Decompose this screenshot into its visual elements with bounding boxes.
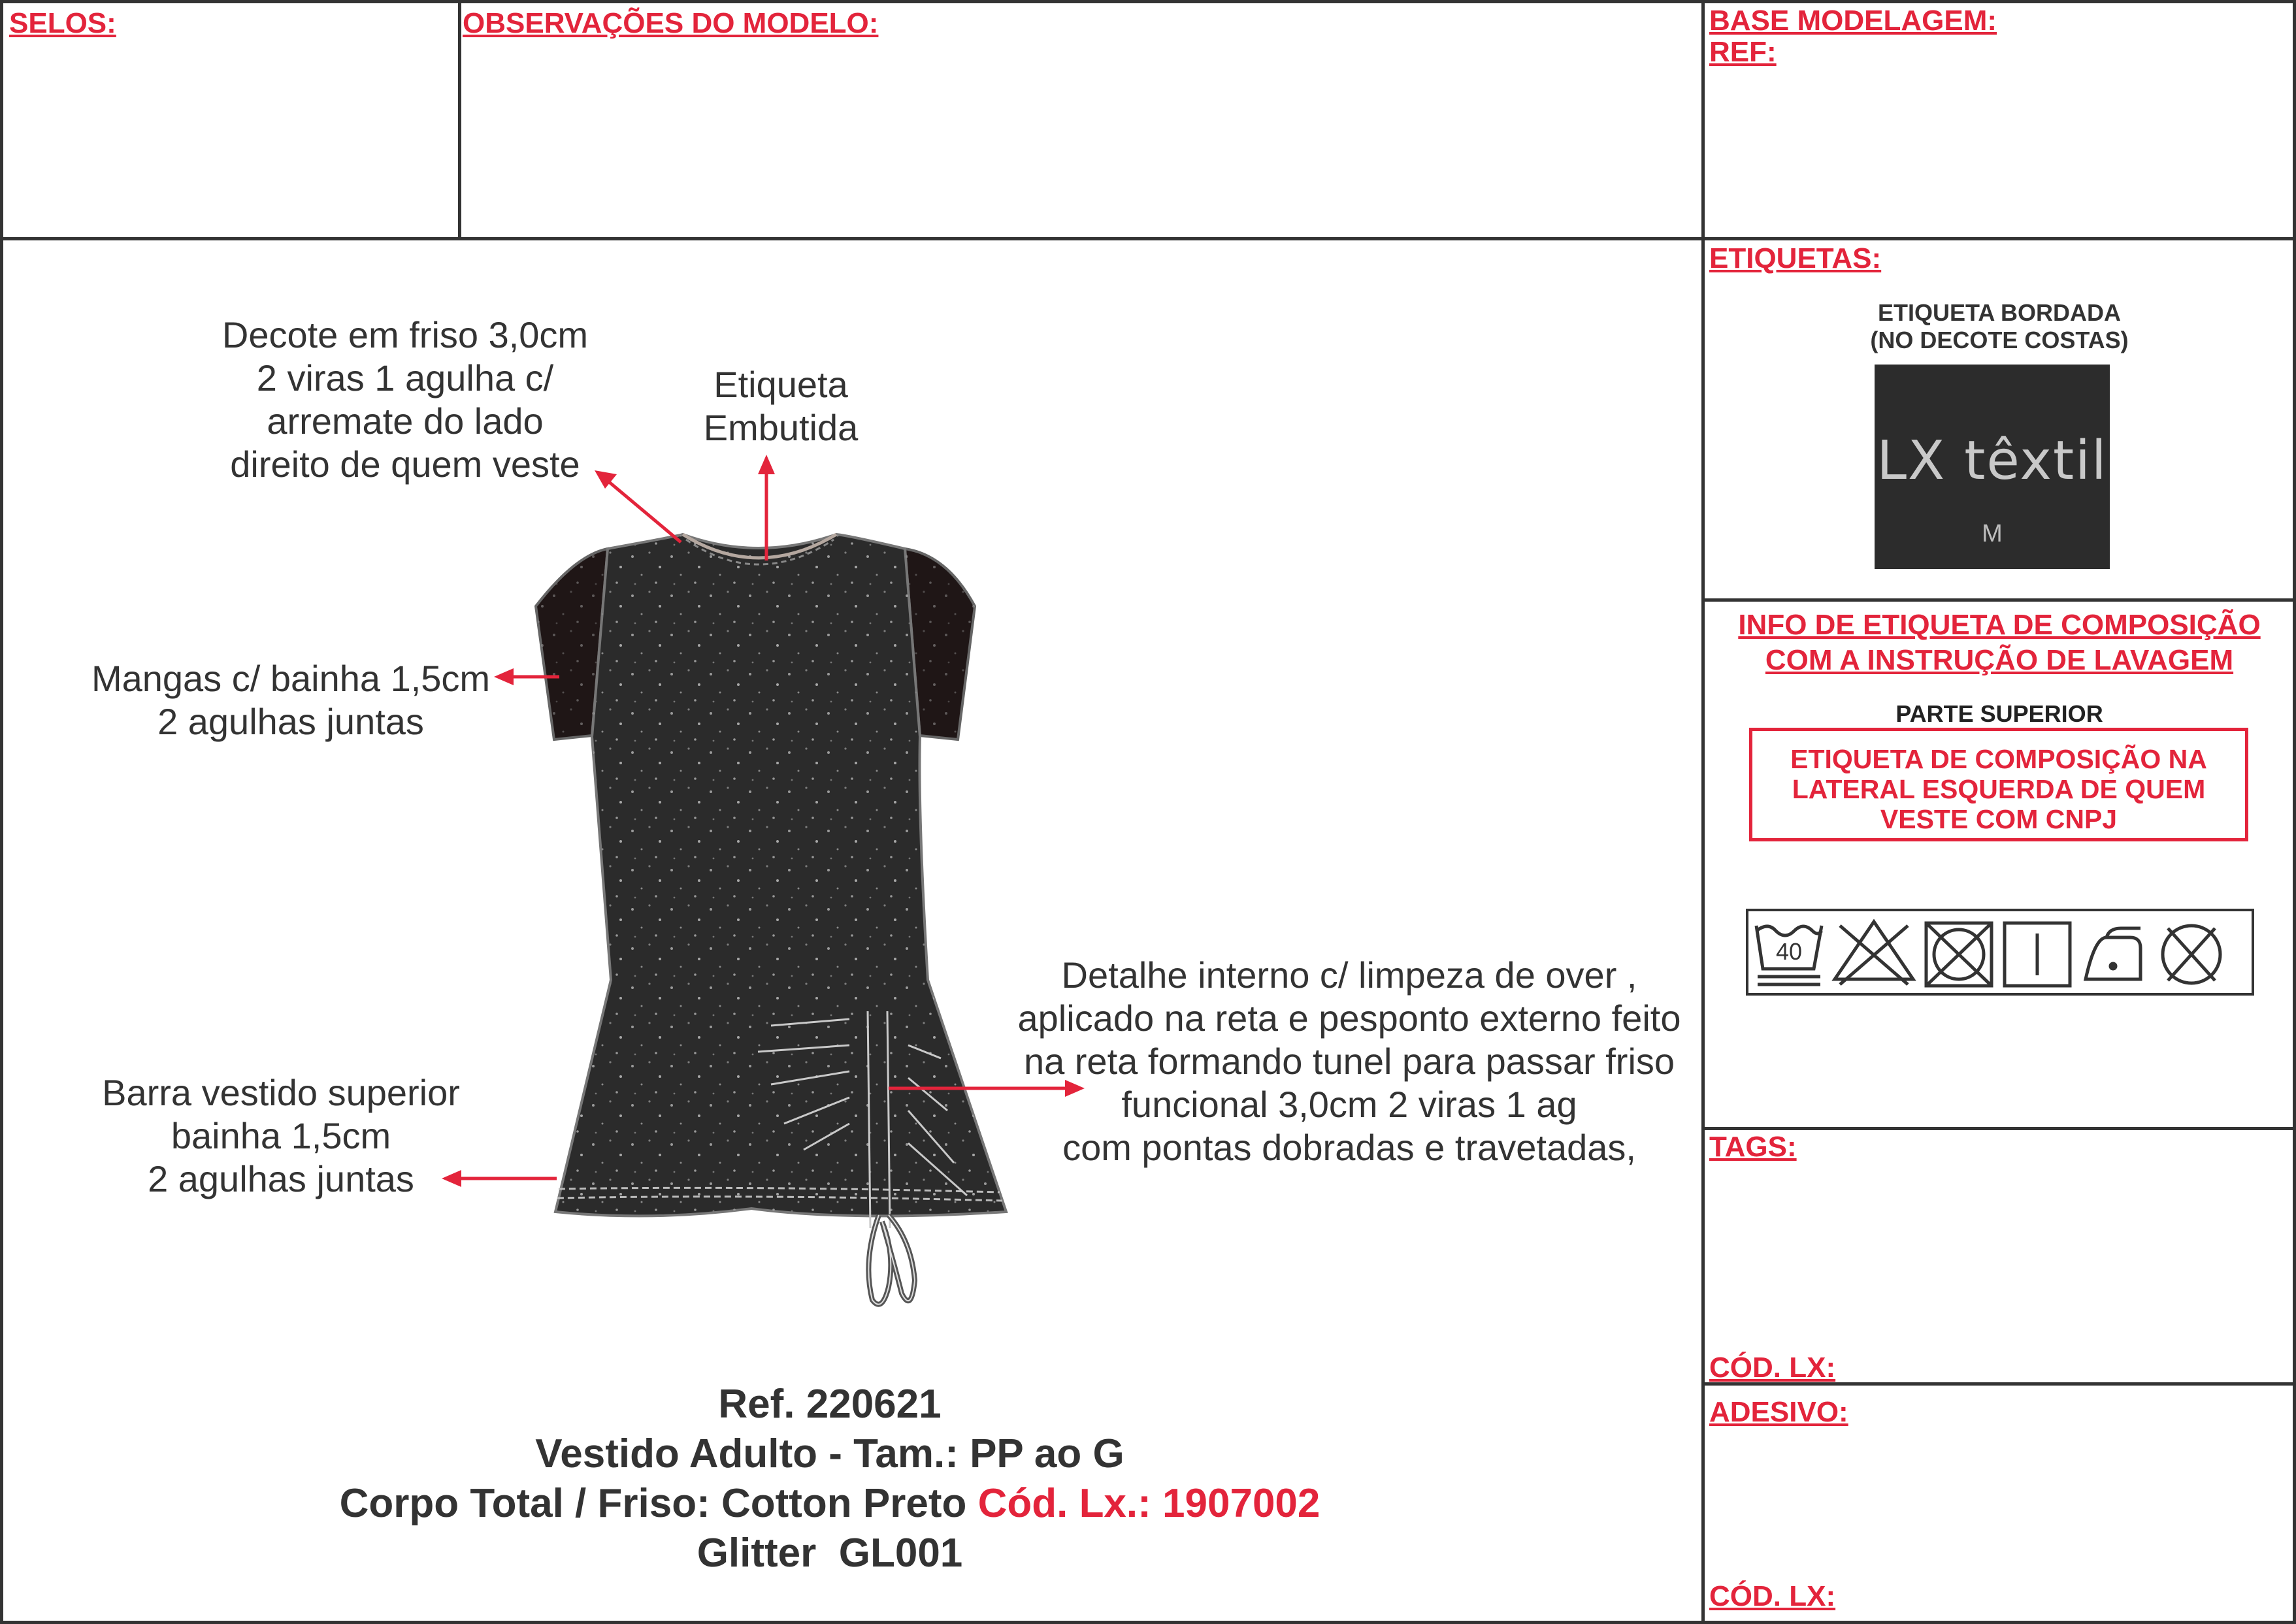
product-glitter: Glitter GL001 bbox=[697, 1531, 963, 1576]
dress-body bbox=[536, 534, 1006, 1305]
note-detalhe-line-1: Detalhe interno c/ limpeza de over , bbox=[1061, 954, 1637, 996]
note-decote-line-4: direito de quem veste bbox=[230, 444, 580, 485]
note-barra-line-3: 2 agulhas juntas bbox=[148, 1158, 414, 1199]
adesivo-header: ADESIVO: bbox=[1709, 1396, 1848, 1428]
woven-label bbox=[1875, 365, 2110, 569]
iron-low-icon bbox=[2086, 928, 2140, 979]
note-mangas bbox=[78, 657, 503, 743]
note-detalhe-line-5: com pontas dobradas e travetadas, bbox=[1062, 1127, 1636, 1168]
tags-cell bbox=[1701, 1127, 2296, 1386]
note-mangas-line-1: Mangas c/ bainha 1,5cm bbox=[91, 658, 491, 699]
note-detalhe-line-4: funcional 3,0cm 2 viras 1 ag bbox=[1121, 1084, 1577, 1125]
note-barra-line-1: Barra vestido superior bbox=[102, 1072, 460, 1113]
no-tumble-dry-icon bbox=[1926, 923, 1992, 986]
line-dry-icon bbox=[2005, 923, 2070, 986]
note-detalhe-line-2: aplicado na reta e pesponto externo feito bbox=[1017, 998, 1681, 1039]
note-barra-line-2: bainha 1,5cm bbox=[171, 1115, 391, 1156]
wash-temp-text: 40 bbox=[1775, 938, 1803, 965]
base-modelagem-header: BASE MODELAGEM: bbox=[1709, 5, 1997, 37]
note-etiqueta-line-1: Etiqueta bbox=[713, 364, 848, 405]
etiquetas-header: ETIQUETAS: bbox=[1709, 242, 1882, 274]
composicao-cell bbox=[1701, 598, 2296, 1130]
note-etiqueta-line-2: Embutida bbox=[703, 407, 859, 448]
note-decote-line-3: arremate do lado bbox=[267, 400, 544, 442]
drawstring bbox=[868, 1215, 915, 1305]
product-fabric-code: Cód. Lx.: 1907002 bbox=[977, 1481, 1320, 1526]
label-caption bbox=[1829, 299, 2169, 354]
ref-header: REF: bbox=[1709, 36, 1777, 68]
label-size-text: M bbox=[1982, 520, 2003, 547]
label-caption-line-1: ETIQUETA BORDADA bbox=[1878, 299, 2121, 326]
composition-box-line-3: VESTE COM CNPJ bbox=[1880, 804, 2118, 834]
arrow-etiqueta bbox=[758, 455, 775, 560]
note-detalhe bbox=[993, 954, 1705, 1169]
note-decote-line-2: 2 viras 1 agulha c/ bbox=[256, 357, 554, 398]
product-fabric: Corpo Total / Friso: Cotton Preto bbox=[339, 1481, 967, 1526]
tags-cod-lx-label: CÓD. LX: bbox=[1709, 1352, 1836, 1384]
composition-box bbox=[1749, 728, 2248, 841]
care-symbols-svg bbox=[1748, 911, 2257, 998]
selos-header: SELOS: bbox=[9, 7, 116, 39]
product-fabric-line bbox=[0, 1479, 1660, 1529]
product-name: Vestido Adulto - Tam.: PP ao G bbox=[535, 1431, 1124, 1476]
parte-superior-label: PARTE SUPERIOR bbox=[1895, 700, 2103, 727]
note-mangas-line-2: 2 agulhas juntas bbox=[157, 701, 424, 742]
product-info bbox=[0, 1380, 1660, 1578]
info-composicao-line-2: COM A INSTRUÇÃO DE LAVAGEM bbox=[1765, 644, 2234, 676]
note-decote bbox=[196, 314, 614, 486]
info-composicao-header bbox=[1705, 608, 2293, 678]
care-symbols bbox=[1746, 909, 2254, 996]
no-bleach-icon bbox=[1835, 922, 1913, 984]
note-decote-line-1: Decote em friso 3,0cm bbox=[221, 314, 589, 355]
label-brand-text: LX têxtil bbox=[1877, 430, 2108, 492]
tags-header: TAGS: bbox=[1709, 1131, 1797, 1163]
info-composicao-line-1: INFO DE ETIQUETA DE COMPOSIÇÃO bbox=[1738, 609, 2261, 641]
note-etiqueta bbox=[673, 363, 889, 449]
label-caption-line-2: (NO DECOTE COSTAS) bbox=[1870, 327, 2129, 353]
note-barra bbox=[98, 1071, 464, 1201]
adesivo-cod-lx-label: CÓD. LX: bbox=[1709, 1580, 1836, 1612]
note-detalhe-line-3: na reta formando tunel para passar friso bbox=[1023, 1041, 1675, 1082]
observacoes-header: OBSERVAÇÕES DO MODELO: bbox=[463, 7, 879, 39]
composition-box-line-2: LATERAL ESQUERDA DE QUEM bbox=[1792, 774, 2206, 804]
composition-box-line-1: ETIQUETA DE COMPOSIÇÃO NA bbox=[1790, 744, 2207, 774]
no-dry-clean-icon bbox=[2163, 926, 2220, 983]
product-ref: Ref. 220621 bbox=[718, 1382, 942, 1427]
